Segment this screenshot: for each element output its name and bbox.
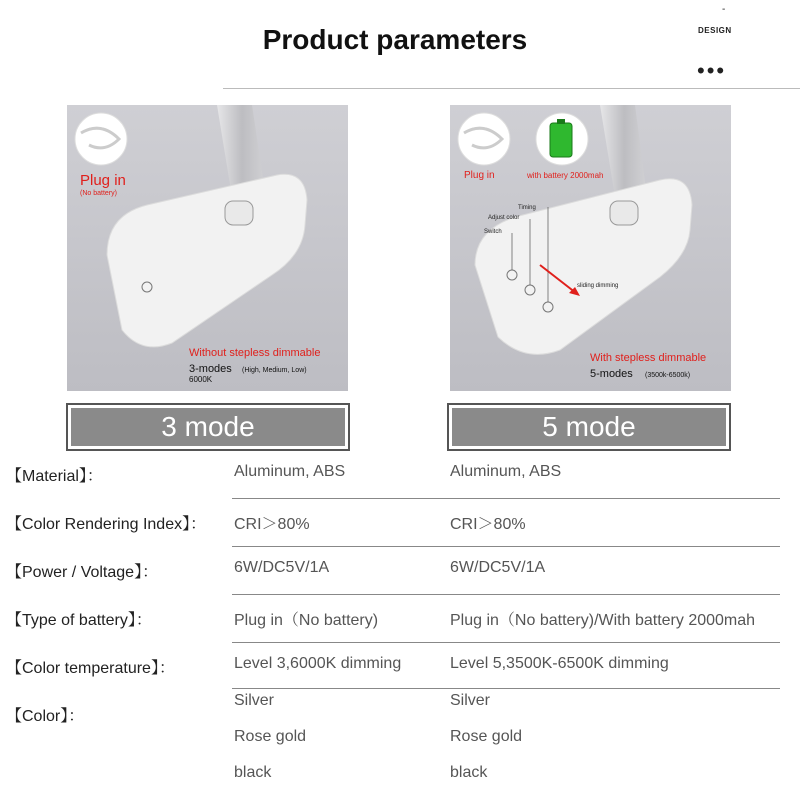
row-divider [232,688,780,689]
kelvin-label: 6000K [189,375,213,384]
color-option-3-mode: Rose gold [234,728,307,745]
spec-value-5-mode: Plug in（No battery)/With battery 2000mah [450,612,756,629]
lamp-hinge [225,201,253,225]
more-dots-icon[interactable]: ••• [697,58,727,83]
spec-value-3-mode: Plug in（No battery) [234,612,379,629]
stepless-caption: Without stepless dimmable [189,347,321,359]
spec-value-3-mode: CRI＞80% [234,516,310,533]
plug-in-label: Plug in [464,170,495,181]
modes-detail: (3500k-6500k) [645,372,691,379]
product-photo-3-mode [67,105,348,391]
spec-label: 【Color】： [6,708,85,725]
row-divider [232,594,780,595]
mode-box-3 [66,403,350,451]
plug-in-label: Plug in [80,172,126,189]
spec-value-3-mode: Level 3,6000K dimming [234,655,402,672]
spec-value-3-mode: Aluminum, ABS [234,463,346,480]
row-divider [232,546,780,547]
spec-label: 【Material】： [6,468,103,485]
battery-cap [557,119,565,124]
adjust-color-label: Adjust color [488,215,520,221]
row-divider [232,642,780,643]
no-battery-label: (No battery) [80,190,117,197]
mode-label: 5 mode [452,408,726,446]
spec-value-5-mode: 6W/DC5V/1A [450,559,546,576]
battery-icon [550,123,572,157]
switch-label: Switch [484,229,502,235]
spec-value-5-mode: CRI＞80% [450,516,526,533]
color-option-3-mode: Silver [234,692,275,709]
modes-label: 5-modes [590,368,633,380]
stepless-caption: With stepless dimmable [590,352,707,364]
product-photo-5-mode [450,105,731,391]
page-title: Product parameters [262,24,528,55]
color-option-5-mode: black [450,764,488,781]
spec-label: 【Color temperature】： [6,660,175,677]
brand-dash: - [722,4,726,15]
color-option-3-mode: black [234,764,272,781]
lamp-hinge [610,201,638,225]
mode-box-5 [447,403,731,451]
title-divider [223,88,800,89]
spec-label: 【Power / Voltage】： [6,564,159,581]
battery-label: with battery 2000mah [527,171,604,180]
brand-logo: DESIGN [698,26,732,35]
timing-label: Timing [518,205,536,211]
sliding-dimming-label: sliding dimming [577,283,619,289]
modes-label: 3-modes [189,363,232,375]
modes-detail: (High, Medium, Low) [242,367,307,374]
spec-label: 【Type of battery】： [6,612,152,629]
spec-value-5-mode: Level 5,3500K-6500K dimming [450,655,669,672]
row-divider [232,498,780,499]
mode-label: 3 mode [71,408,345,446]
spec-value-5-mode: Aluminum, ABS [450,463,562,480]
color-option-5-mode: Rose gold [450,728,523,745]
spec-value-3-mode: 6W/DC5V/1A [234,559,330,576]
spec-label: 【Color Rendering Index】： [6,516,207,533]
color-option-5-mode: Silver [450,692,491,709]
